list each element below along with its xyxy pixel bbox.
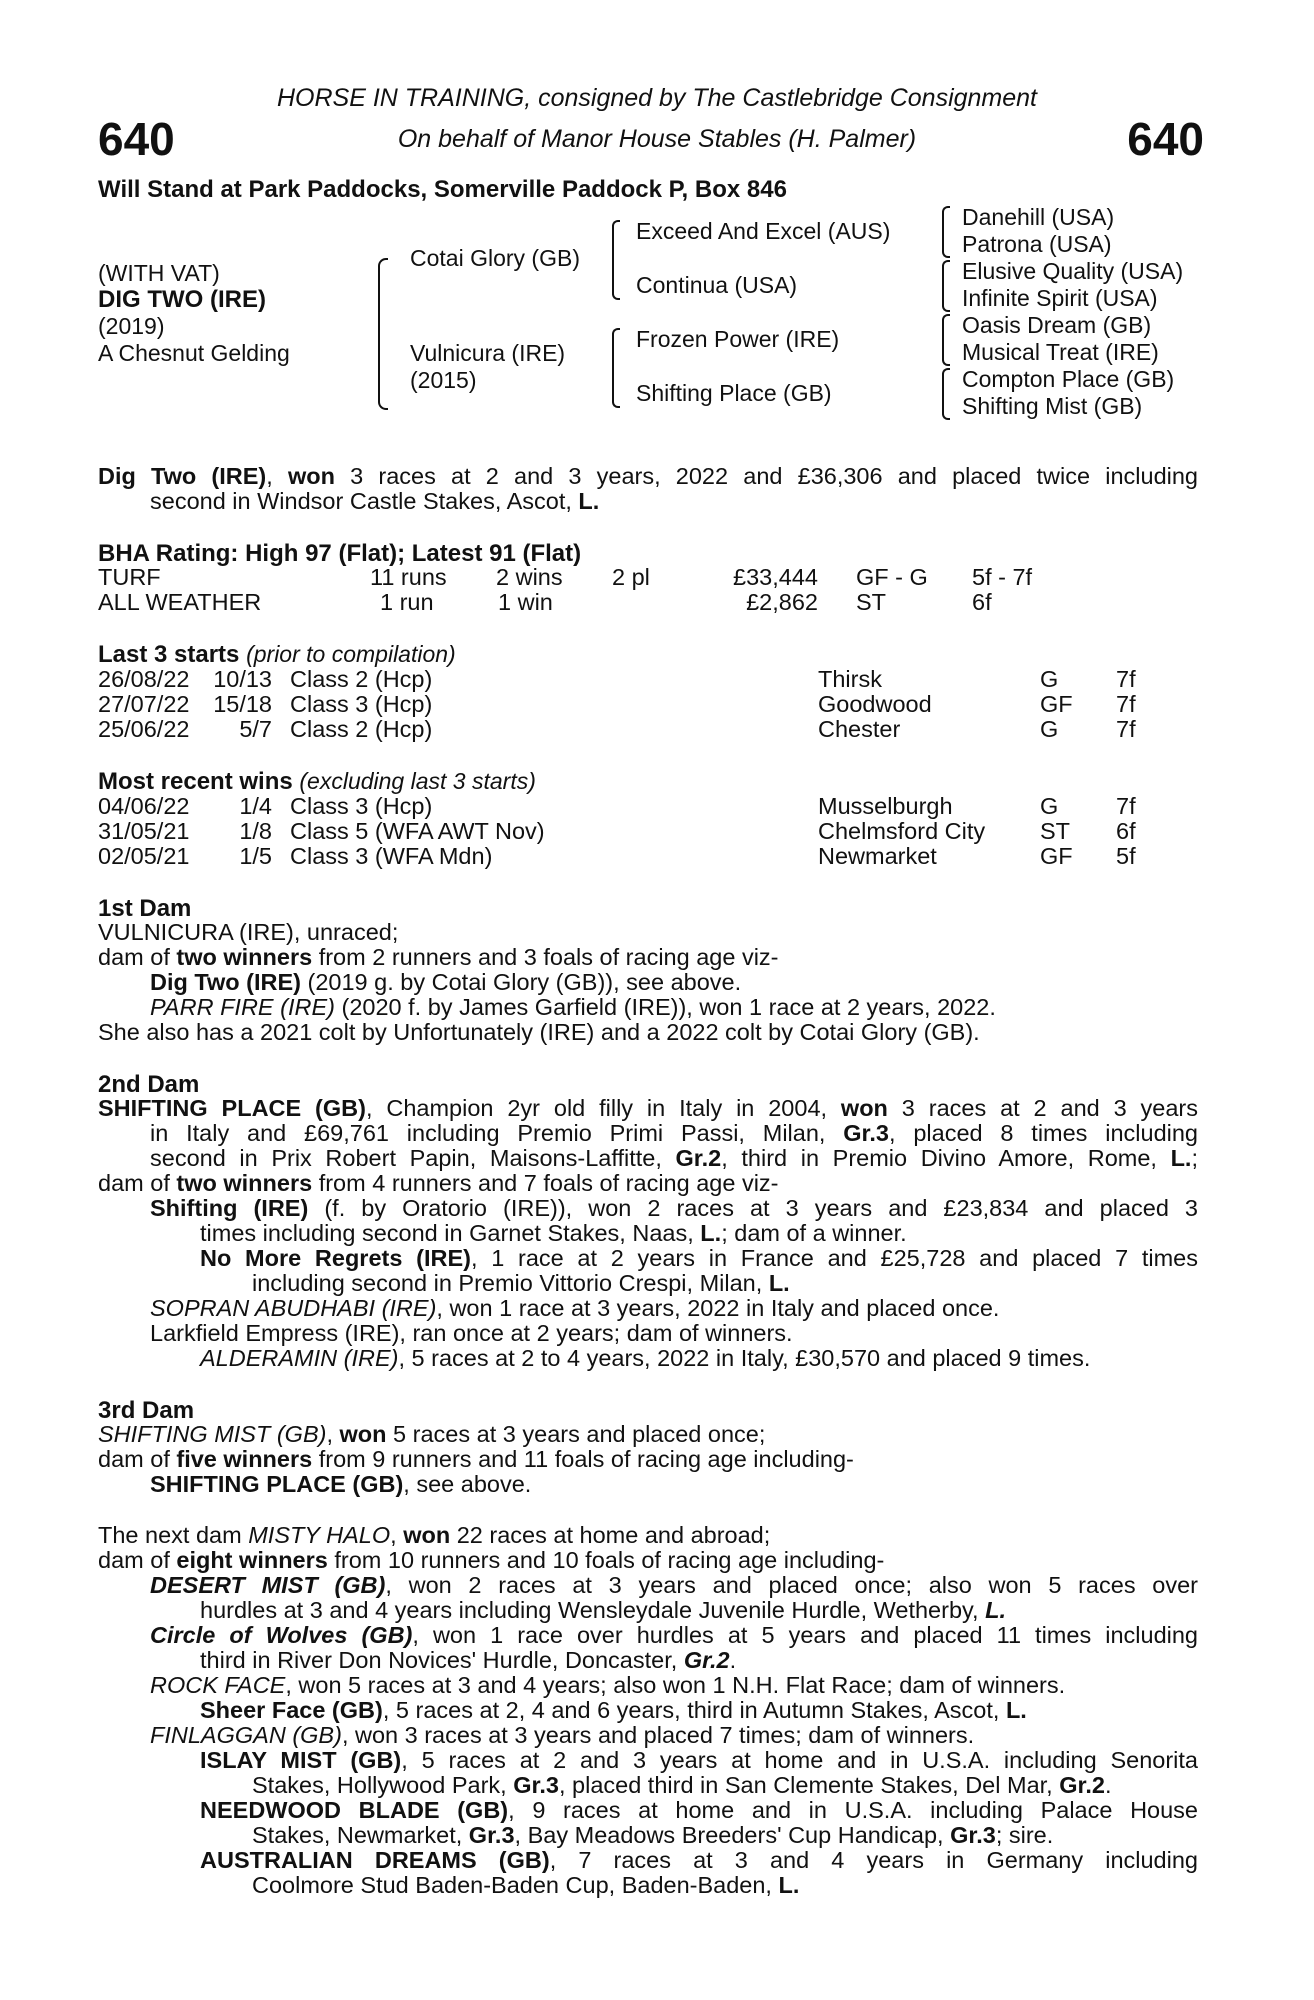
recent-row3-course: Newmarket	[818, 843, 937, 869]
pedigree-sire-sire: Exceed And Excel (AUS)	[636, 218, 891, 244]
last3-row2-class: Class 3 (Hcp)	[290, 691, 433, 717]
dam2-i1: SOPRAN ABUDHABI (IRE)	[150, 1295, 437, 1321]
recent-row1-course: Musselburgh	[818, 793, 953, 819]
next-line-14	[200, 1848, 1198, 1874]
dam2-d2: two winners	[176, 1170, 313, 1196]
pedigree-ddd: Shifting Mist (GB)	[962, 393, 1143, 419]
dam1-line-4	[150, 995, 996, 1021]
dam2-h2: L.	[768, 1270, 790, 1296]
next-line-7	[150, 1673, 1065, 1699]
dam2-a4: 3 races at 2 and 3 years	[887, 1095, 1198, 1121]
lot-number-right: 640	[1127, 113, 1204, 165]
dam2-f3: ; dam of a winner.	[721, 1220, 907, 1246]
last3-title: Last 3 starts	[98, 641, 240, 668]
rating-turf-runs: 11 runs	[370, 564, 447, 590]
next-b3: from 10 runners and 10 foals of racing age including-	[327, 1547, 885, 1573]
dam3-b3: from 9 runners and 11 foals of racing age including-	[312, 1446, 854, 1472]
next-m4: Gr.3	[950, 1822, 996, 1848]
last3-row1-course: Thirsk	[818, 666, 882, 692]
pedigree-dam-sire: Frozen Power (IRE)	[636, 326, 840, 352]
dam2-b1: in Italy and £69,761 including Premio Primi Passi, Milan,	[150, 1120, 844, 1146]
pedigree-sdd: Infinite Spirit (USA)	[962, 285, 1158, 311]
pedigree-brace-2a	[612, 220, 620, 300]
last3-note: (prior to compilation)	[246, 641, 456, 667]
next-c1: DESERT MIST (GB)	[150, 1572, 386, 1598]
rating-aw-going: ST	[856, 589, 887, 615]
recent-title: Most recent wins	[98, 768, 293, 795]
dam2-line-8	[252, 1271, 790, 1297]
recent-row2-class: Class 5 (WFA AWT Nov)	[290, 818, 545, 844]
pedigree-ssd: Patrona (USA)	[962, 231, 1112, 257]
on-behalf-line: On behalf of Manor House Stables (H. Palmer)	[397, 125, 917, 153]
dam2-d1: dam of	[98, 1170, 177, 1196]
next-line-3	[150, 1573, 1198, 1599]
dam2-b3: , placed 8 times including	[889, 1120, 1199, 1146]
pedigree-sire: Cotai Glory (GB)	[410, 245, 580, 271]
last3-row3-dist: 7f	[1116, 716, 1136, 742]
dam1-line-3	[150, 970, 741, 996]
dam3-title: 3rd Dam	[98, 1397, 195, 1424]
next-line-1	[98, 1523, 770, 1549]
next-a1: The next dam	[98, 1522, 249, 1548]
stand-location: Will Stand at Park Paddocks, Somerville Paddock P, Box 846	[98, 176, 787, 203]
dam2-c3: , third in Premio Divino Amore, Rome,	[721, 1145, 1171, 1171]
next-d1: hurdles at 3 and 4 years including Wensleydale Juvenile Hurdle, Wetherby,	[200, 1597, 986, 1623]
recent-row3-class: Class 3 (WFA Mdn)	[290, 843, 493, 869]
next-line-5	[150, 1623, 1198, 1649]
last3-row2-pos: 15/18	[213, 691, 272, 717]
next-f1: third in River Don Novices' Hurdle, Doncaster,	[200, 1647, 684, 1673]
next-line-6	[200, 1648, 736, 1674]
dam1-l3b: (2019 g. by Cotai Glory (GB)), see above.	[300, 969, 742, 995]
dam2-line-1	[98, 1096, 1198, 1122]
summary-text-2: second in Windsor Castle Stakes, Ascot,	[150, 488, 572, 514]
dam3-line-2	[98, 1447, 854, 1473]
last3-row2-date: 27/07/22	[98, 691, 190, 717]
last3-row3-going: G	[1040, 716, 1059, 742]
next-line-4	[200, 1598, 1006, 1624]
recent-row3-dist: 5f	[1116, 843, 1136, 869]
recent-row2-pos: 1/8	[239, 818, 272, 844]
pedigree-dds: Compton Place (GB)	[962, 366, 1175, 392]
next-line-15	[252, 1873, 799, 1899]
dam2-a3: won	[840, 1095, 888, 1121]
summary-line-1: Dig Two (IRE), won 3 races at 2 and 3 years, 2022 and £36,306 and placed twice including	[98, 463, 1199, 489]
recent-row1-date: 04/06/22	[98, 793, 190, 819]
rating-aw-prize: £2,862	[746, 589, 818, 615]
dam2-a1: SHIFTING PLACE (GB)	[98, 1095, 366, 1121]
dam3-line-3	[150, 1472, 531, 1498]
dam2-k1: ALDERAMIN (IRE)	[200, 1345, 399, 1371]
dam2-f2: L.	[700, 1220, 722, 1246]
dam1-l2a: dam of	[98, 944, 177, 970]
next-l1: NEEDWOOD BLADE (GB)	[200, 1797, 509, 1823]
pedigree-sire-dam: Continua (USA)	[636, 272, 798, 298]
next-h1: Sheer Face (GB)	[200, 1697, 383, 1723]
dam2-line-6	[200, 1221, 907, 1247]
last3-row1-going: G	[1040, 666, 1059, 692]
recent-row1-dist: 7f	[1116, 793, 1136, 819]
dam2-a2: , Champion 2yr old filly in Italy in 2004,	[365, 1095, 841, 1121]
dam2-e2: (f. by Oratorio (IRE)), won 2 races at 3 years and £23,834 and placed 3	[308, 1195, 1198, 1221]
last3-row1-class: Class 2 (Hcp)	[290, 666, 433, 692]
next-line-13	[252, 1823, 1053, 1849]
dam3-a1: SHIFTING MIST (GB)	[98, 1421, 327, 1447]
pedigree-dsd: Musical Treat (IRE)	[962, 339, 1159, 365]
next-f2: Gr.2	[683, 1647, 730, 1673]
dam2-g1: No More Regrets (IRE)	[200, 1245, 471, 1271]
next-k5: .	[1104, 1772, 1112, 1798]
horse-name: DIG TWO (IRE)	[98, 286, 266, 313]
next-h2: , 5 races at 2, 4 and 6 years, third in Autumn Stakes, Ascot,	[382, 1697, 1006, 1723]
dam3-a3: won	[339, 1421, 387, 1447]
last3-row2-dist: 7f	[1116, 691, 1136, 717]
pedigree-brace-2b	[612, 328, 620, 408]
dam3-a2: ,	[326, 1421, 340, 1447]
dam2-line-7	[200, 1246, 1198, 1272]
recent-row2-date: 31/05/21	[98, 818, 190, 844]
last3-row1-date: 26/08/22	[98, 666, 190, 692]
pedigree-dam-dam: Shifting Place (GB)	[636, 380, 832, 406]
rating-turf-going: GF - G	[856, 564, 928, 590]
next-line-11	[252, 1773, 1112, 1799]
dam3-b1: dam of	[98, 1446, 177, 1472]
rating-aw-wins: 1 win	[498, 589, 553, 615]
vat-label: (WITH VAT)	[98, 260, 220, 286]
next-h3: L.	[1005, 1697, 1027, 1723]
next-a2: MISTY HALO	[248, 1522, 391, 1548]
next-m5: ; sire.	[995, 1822, 1054, 1848]
next-j1: ISLAY MIST (GB)	[200, 1747, 402, 1773]
next-line-8	[200, 1698, 1027, 1724]
next-f3: .	[729, 1647, 737, 1673]
next-a5: 22 races at home and abroad;	[450, 1522, 771, 1548]
dam2-line-2	[150, 1121, 1198, 1147]
last3-row2-going: GF	[1040, 691, 1073, 717]
dam2-i2: , won 1 race at 3 years, 2022 in Italy and placed once.	[436, 1295, 1000, 1321]
next-e1: Circle of Wolves (GB)	[150, 1622, 413, 1648]
dam2-line-10: Larkfield Empress (IRE), ran once at 2 years; dam of winners.	[150, 1320, 793, 1346]
rating-turf-distance: 5f - 7f	[972, 564, 1033, 590]
pedigree-brace-3d	[942, 368, 950, 420]
recent-row3-going: GF	[1040, 843, 1073, 869]
next-k3: , placed third in San Clemente Stakes, Del Mar,	[558, 1772, 1060, 1798]
next-line-9	[150, 1723, 974, 1749]
next-o2: L.	[778, 1872, 800, 1898]
last3-row1-dist: 7f	[1116, 666, 1136, 692]
pedigree-brace-3a	[942, 206, 950, 258]
recent-heading	[98, 768, 536, 796]
dam2-g2: , 1 race at 2 years in France and £25,728 and placed 7 times	[470, 1245, 1199, 1271]
rating-turf-prize: £33,444	[733, 564, 818, 590]
last3-row1-pos: 10/13	[213, 666, 272, 692]
next-a4: won	[403, 1522, 451, 1548]
dam1-line-1: VULNICURA (IRE), unraced;	[98, 919, 399, 945]
next-g1: ROCK FACE	[150, 1672, 286, 1698]
dam3-c2: , see above.	[403, 1471, 532, 1497]
dam2-h1: including second in Premio Vittorio Crespi, Milan,	[252, 1270, 769, 1296]
horse-description: A Chesnut Gelding	[98, 340, 290, 366]
next-i2: , won 3 races at 3 years and placed 7 times; dam of winners.	[341, 1722, 975, 1748]
lot-number-left: 640	[98, 113, 175, 165]
rating-turf-wins: 2 wins	[496, 564, 563, 590]
dam2-d3: from 4 runners and 7 foals of racing age viz-	[312, 1170, 779, 1196]
next-l2: , 9 races at home and in U.S.A. including Palace House	[508, 1797, 1198, 1823]
pedigree-brace-3b	[942, 260, 950, 312]
next-line-12	[200, 1798, 1198, 1824]
pedigree-dam-year: (2015)	[410, 367, 477, 393]
last3-row3-course: Chester	[818, 716, 901, 742]
dam2-line-11	[200, 1346, 1090, 1372]
last3-row3-date: 25/06/22	[98, 716, 190, 742]
dam2-c5: ;	[1191, 1145, 1198, 1171]
consignor-line: HORSE IN TRAINING, consigned by The Castlebridge Consignment	[276, 84, 1038, 112]
dam2-k2: , 5 races at 2 to 4 years, 2022 in Italy, £30,570 and placed 9 times.	[398, 1345, 1091, 1371]
dam2-line-4	[98, 1171, 779, 1197]
rating-aw-surface: ALL WEATHER	[98, 589, 262, 615]
dam1-l2c: from 2 runners and 3 foals of racing age viz-	[312, 944, 779, 970]
rating-aw-distance: 6f	[972, 589, 992, 615]
pedigree-brace-3c	[942, 314, 950, 366]
next-m2: Gr.3	[468, 1822, 515, 1848]
next-e2: , won 1 race over hurdles at 5 years and placed 11 times including	[412, 1622, 1198, 1648]
pedigree-brace-1	[378, 258, 388, 410]
summary-listed: L.	[578, 488, 600, 514]
dam2-e1: Shifting (IRE)	[150, 1195, 309, 1221]
dam3-c1: SHIFTING PLACE (GB)	[150, 1471, 404, 1497]
dam1-l2b: two winners	[176, 944, 313, 970]
recent-row2-going: ST	[1040, 818, 1071, 844]
next-b2: eight winners	[176, 1547, 328, 1573]
rating-turf-surface: TURF	[98, 564, 161, 590]
dam1-l3a: Dig Two (IRE)	[150, 969, 301, 995]
pedigree-sss: Danehill (USA)	[962, 204, 1115, 230]
recent-row1-going: G	[1040, 793, 1059, 819]
next-k2: Gr.3	[513, 1772, 559, 1798]
pedigree-dss: Oasis Dream (GB)	[962, 312, 1152, 338]
next-k1: Stakes, Hollywood Park,	[252, 1772, 514, 1798]
dam1-l4a: PARR FIRE (IRE)	[150, 994, 335, 1020]
next-b1: dam of	[98, 1547, 177, 1573]
dam3-a4: 5 races at 3 years and placed once;	[386, 1421, 766, 1447]
next-n1: AUSTRALIAN DREAMS (GB)	[200, 1847, 550, 1873]
next-a3: ,	[390, 1522, 404, 1548]
next-d2: L.	[985, 1597, 1006, 1623]
last3-row3-pos: 5/7	[239, 716, 272, 742]
summary-text-1: 3 races at 2 and 3 years, 2022 and £36,306 and placed twice including	[350, 463, 1199, 489]
next-line-2	[98, 1548, 884, 1574]
last3-heading	[98, 641, 456, 669]
dam2-line-5	[150, 1196, 1198, 1222]
dam2-c1: second in Prix Robert Papin, Maisons-Laffitte,	[150, 1145, 676, 1171]
recent-note: (excluding last 3 starts)	[299, 768, 536, 794]
dam2-line-9	[150, 1296, 999, 1322]
recent-row3-date: 02/05/21	[98, 843, 190, 869]
next-n2: , 7 races at 3 and 4 years in Germany including	[549, 1847, 1198, 1873]
last3-row3-class: Class 2 (Hcp)	[290, 716, 433, 742]
dam1-line-5: She also has a 2021 colt by Unfortunately (IRE) and a 2022 colt by Cotai Glory (GB).	[98, 1019, 980, 1045]
next-j2: , 5 races at 2 and 3 years at home and in U.S.A. including Senorita	[401, 1747, 1198, 1773]
rating-turf-placed: 2 pl	[612, 564, 650, 590]
pedigree-sds: Elusive Quality (USA)	[962, 258, 1184, 284]
dam2-c4: L.	[1170, 1145, 1192, 1171]
horse-year: (2019)	[98, 313, 165, 339]
next-m3: , Bay Meadows Breeders' Cup Handicap,	[514, 1822, 951, 1848]
summary-won: won	[287, 463, 335, 489]
dam3-b2: five winners	[176, 1446, 313, 1472]
summary-horse-name: Dig Two (IRE)	[98, 463, 267, 489]
summary-line-2	[150, 489, 599, 515]
dam2-c2: Gr.2	[675, 1145, 722, 1171]
pedigree-dam: Vulnicura (IRE)	[410, 340, 566, 366]
dam1-line-2	[98, 945, 779, 971]
next-o1: Coolmore Stud Baden-Baden Cup, Baden-Baden,	[252, 1872, 779, 1898]
recent-row1-pos: 1/4	[239, 793, 272, 819]
next-k4: Gr.2	[1059, 1772, 1105, 1798]
recent-row3-pos: 1/5	[239, 843, 272, 869]
recent-row2-course: Chelmsford City	[818, 818, 986, 844]
next-line-10	[200, 1748, 1198, 1774]
recent-row2-dist: 6f	[1116, 818, 1136, 844]
dam1-l4b: (2020 f. by James Garfield (IRE)), won 1 race at 2 years, 2022.	[334, 994, 996, 1020]
dam2-b2: Gr.3	[843, 1120, 889, 1146]
next-g2: , won 5 races at 3 and 4 years; also won 1 N.H. Flat Race; dam of winners.	[285, 1672, 1066, 1698]
next-c2: , won 2 races at 3 years and placed once; also won 5 races over	[385, 1572, 1198, 1598]
dam3-line-1	[98, 1422, 765, 1448]
rating-aw-runs: 1 run	[380, 589, 434, 615]
next-i1: FINLAGGAN (GB)	[150, 1722, 342, 1748]
dam1-title: 1st Dam	[98, 895, 192, 922]
dam2-line-3	[150, 1146, 1198, 1172]
next-m1: Stakes, Newmarket,	[252, 1822, 469, 1848]
dam2-title: 2nd Dam	[98, 1071, 200, 1098]
bha-rating-title: BHA Rating: High 97 (Flat); Latest 91 (Flat)	[98, 540, 582, 567]
last3-row2-course: Goodwood	[818, 691, 932, 717]
dam2-f1: times including second in Garnet Stakes, Naas,	[200, 1220, 701, 1246]
recent-row1-class: Class 3 (Hcp)	[290, 793, 433, 819]
